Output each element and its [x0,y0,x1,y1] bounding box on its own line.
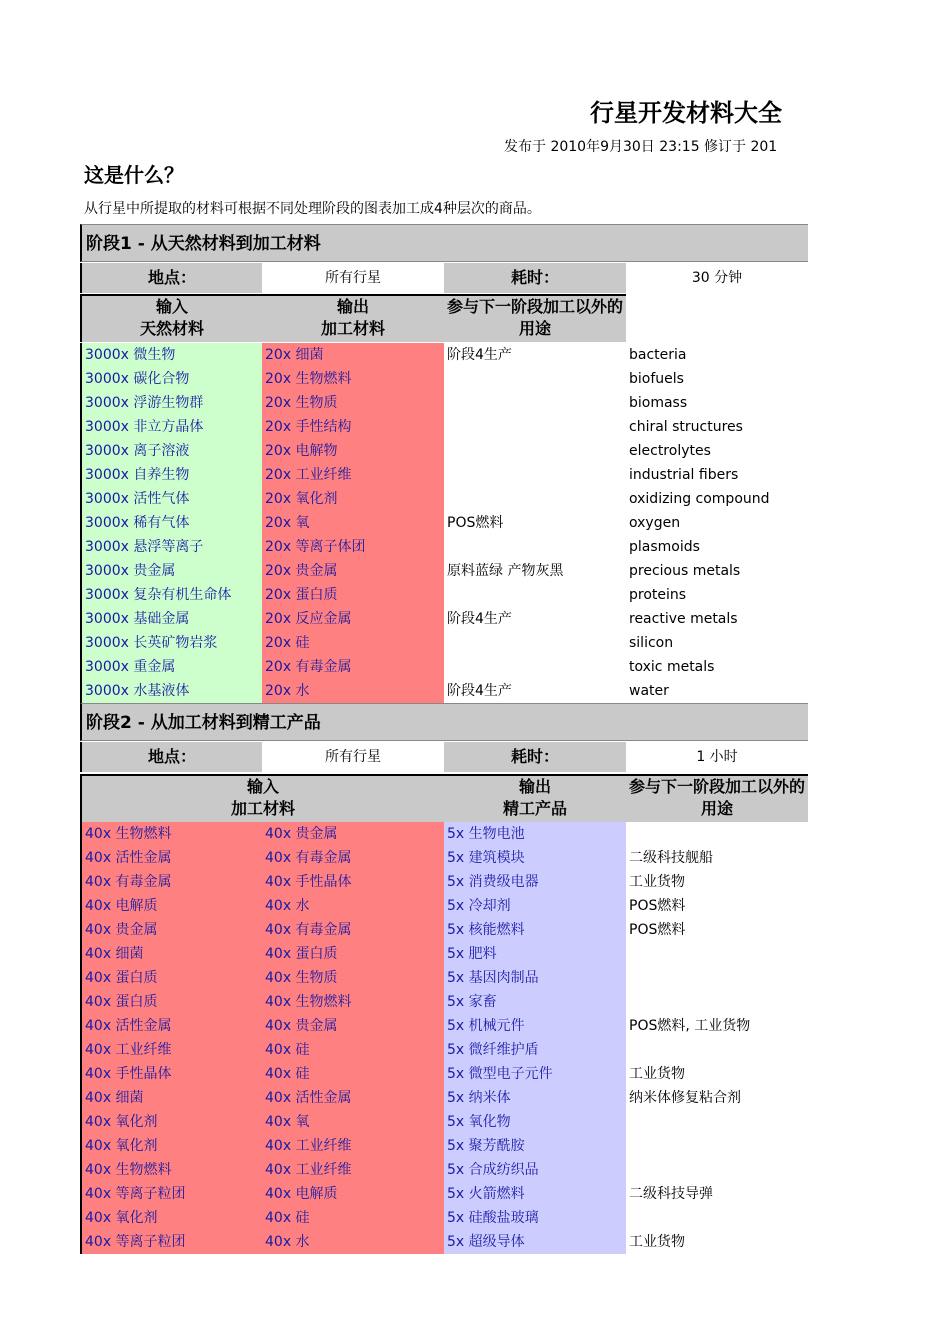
page-title: 行星开发材料大全 [590,99,782,127]
stage1-table-row [80,391,808,415]
stage1-output-cell: 20x 氧化剂 [262,487,444,511]
stage1-use-cell [444,463,626,487]
stage1-english-cell: bacteria [626,343,808,367]
stage1-output-cell: 20x 反应金属 [262,607,444,631]
stage2-use-cell: POS燃料 [626,918,808,942]
stage1-input-cell: 3000x 活性气体 [80,487,262,511]
stage2-input1-cell: 40x 生物燃料 [80,822,262,846]
stage2-input1-cell: 40x 有毒金属 [80,870,262,894]
stage1-input-cell: 3000x 贵金属 [80,559,262,583]
stage1-output-cell: 20x 手性结构 [262,415,444,439]
stage2-table-row [80,1182,808,1206]
stage1-input-cell: 3000x 碳化合物 [80,367,262,391]
stage1-header-row [80,294,808,342]
stage2-input1-cell: 40x 等离子粒团 [80,1230,262,1254]
stage1-output-cell: 20x 氧 [262,511,444,535]
stage1-col-input: 输入 天然材料 [80,294,262,342]
stage1-english-cell: plasmoids [626,535,808,559]
stage1-output-cell: 20x 生物质 [262,391,444,415]
stage2-table-row [80,1062,808,1086]
stage2-use-cell: 工业货物 [626,1062,808,1086]
stage2-input2-cell: 40x 硅 [262,1062,444,1086]
stage1-use-cell [444,439,626,463]
stage2-use-cell [626,942,808,966]
stage1-table-row [80,343,808,367]
stage2-time-value: 1 小时 [626,742,808,772]
stage2-output-cell: 5x 核能燃料 [444,918,626,942]
stage2-output-cell: 5x 建筑模块 [444,846,626,870]
stage1-col-use: 参与下一阶段加工以外的用途 [444,294,626,342]
stage2-input2-cell: 40x 水 [262,894,444,918]
stage1-input-cell: 3000x 悬浮等离子 [80,535,262,559]
section-heading: 这是什么？ [84,163,184,187]
stage2-output-cell: 5x 聚芳酰胺 [444,1134,626,1158]
stage2-table-row [80,894,808,918]
stage2-use-cell: 二级科技舰船 [626,846,808,870]
stage2-input1-cell: 40x 氧化剂 [80,1134,262,1158]
stage1-output-cell: 20x 生物燃料 [262,367,444,391]
stage1-english-cell: industrial fibers [626,463,808,487]
stage2-input2-cell: 40x 电解质 [262,1182,444,1206]
stage2-use-cell [626,1038,808,1062]
stage1-use-cell [444,415,626,439]
stage2-input2-cell: 40x 有毒金属 [262,918,444,942]
stage2-table-row [80,942,808,966]
stage2-table-row [80,1230,808,1254]
stage2-input1-cell: 40x 活性金属 [80,846,262,870]
stage2-output-cell: 5x 微型电子元件 [444,1062,626,1086]
stage2-input1-cell: 40x 手性晶体 [80,1062,262,1086]
stage2-input2-cell: 40x 工业纤维 [262,1158,444,1182]
stage1-title: 阶段1 - 从天然材料到加工材料 [80,224,808,262]
stage1-output-cell: 20x 有毒金属 [262,655,444,679]
stage1-use-cell [444,391,626,415]
stage1-english-cell: chiral structures [626,415,808,439]
stage2-input1-cell: 40x 活性金属 [80,1014,262,1038]
stage1-input-cell: 3000x 自养生物 [80,463,262,487]
stage1-input-cell: 3000x 基础金属 [80,607,262,631]
stage1-table-row [80,511,808,535]
stage2-use-cell: POS燃料, 工业货物 [626,1014,808,1038]
stage2-output-cell: 5x 生物电池 [444,822,626,846]
stage2-use-cell: 工业货物 [626,1230,808,1254]
stage2-input1-cell: 40x 等离子粒团 [80,1182,262,1206]
stage2-output-cell: 5x 微纤维护盾 [444,1038,626,1062]
stage1-output-cell: 20x 等离子体团 [262,535,444,559]
stage1-table-row [80,535,808,559]
stage2-table-row [80,1158,808,1182]
stage2-table-row [80,1110,808,1134]
stage2-header-row [80,774,808,822]
stage2-use-cell [626,990,808,1014]
stage1-input-cell: 3000x 离子溶液 [80,439,262,463]
stage1-table-row [80,559,808,583]
stage2-use-cell [626,966,808,990]
stage2-use-cell: 二级科技导弹 [626,1182,808,1206]
stage1-input-cell: 3000x 水基液体 [80,679,262,703]
stage2-input2-cell: 40x 活性金属 [262,1086,444,1110]
stage2-use-cell: 纳米体修复粘合剂 [626,1086,808,1110]
stage1-english-cell: water [626,679,808,703]
stage2-input1-cell: 40x 电解质 [80,894,262,918]
stage1-output-cell: 20x 贵金属 [262,559,444,583]
stage2-output-cell: 5x 机械元件 [444,1014,626,1038]
stage2-use-cell [626,1206,808,1230]
stage2-use-cell: POS燃料 [626,894,808,918]
stage1-english-cell: biomass [626,391,808,415]
section-description: 从行星中所提取的材料可根据不同处理阶段的图表加工成4种层次的商品。 [84,201,541,217]
stage2-output-cell: 5x 冷却剂 [444,894,626,918]
stage2-table-row [80,846,808,870]
stage1-english-cell: silicon [626,631,808,655]
stage1-english-cell: toxic metals [626,655,808,679]
stage2-input1-cell: 40x 蛋白质 [80,966,262,990]
stage2-table-row [80,990,808,1014]
stage2-output-cell: 5x 家畜 [444,990,626,1014]
stage2-input1-cell: 40x 工业纤维 [80,1038,262,1062]
stage2-input2-cell: 40x 水 [262,1230,444,1254]
stage2-col-output: 输出 精工产品 [444,774,626,822]
stage2-table-row [80,1038,808,1062]
stage1-location-label: 地点： [80,263,262,293]
stage1-info-row [80,263,808,293]
stage2-input1-cell: 40x 生物燃料 [80,1158,262,1182]
stage2-input1-cell: 40x 氧化剂 [80,1110,262,1134]
stage1-table-row [80,439,808,463]
stage1-use-cell: 阶段4生产 [444,679,626,703]
stage2-table-row [80,1086,808,1110]
stage1-input-cell: 3000x 微生物 [80,343,262,367]
stage2-input2-cell: 40x 蛋白质 [262,942,444,966]
publish-info: 发布于 2010年9月30日 23:15 修订于 201 [504,139,778,155]
stage1-col-empty [626,294,808,342]
stage2-location-value: 所有行星 [262,742,444,772]
stage1-use-cell [444,535,626,559]
stage1-input-cell: 3000x 重金属 [80,655,262,679]
stage1-input-cell: 3000x 长英矿物岩浆 [80,631,262,655]
stage2-table-row [80,1134,808,1158]
stage2-input1-cell: 40x 细菌 [80,942,262,966]
stage1-use-cell [444,655,626,679]
stage2-location-label: 地点： [80,742,262,772]
stage2-input1-cell: 40x 氧化剂 [80,1206,262,1230]
stage2-time-label: 耗时： [444,742,626,772]
stage1-english-cell: reactive metals [626,607,808,631]
stage1-table-row [80,487,808,511]
stage2-output-cell: 5x 火箭燃料 [444,1182,626,1206]
stage2-use-cell [626,822,808,846]
stage1-output-cell: 20x 蛋白质 [262,583,444,607]
stage1-use-cell: POS燃料 [444,511,626,535]
stage1-table-row [80,655,808,679]
stage2-input1-cell: 40x 细菌 [80,1086,262,1110]
stage1-use-cell [444,583,626,607]
stage2-input1-cell: 40x 蛋白质 [80,990,262,1014]
stage1-use-cell [444,367,626,391]
stage1-output-cell: 20x 细菌 [262,343,444,367]
stage1-table-row [80,631,808,655]
stage2-use-cell [626,1134,808,1158]
stage1-table-row [80,367,808,391]
stage2-input2-cell: 40x 贵金属 [262,1014,444,1038]
stage2-table-row [80,822,808,846]
stage1-output-cell: 20x 水 [262,679,444,703]
stage2-output-cell: 5x 氧化物 [444,1110,626,1134]
stage2-input2-cell: 40x 氧 [262,1110,444,1134]
stage2-input2-cell: 40x 手性晶体 [262,870,444,894]
stage1-table-row [80,463,808,487]
stage2-table-row [80,1014,808,1038]
stage1-location-value: 所有行星 [262,263,444,293]
stage1-use-cell: 原料蓝绿 产物灰黑 [444,559,626,583]
stage1-output-cell: 20x 电解物 [262,439,444,463]
stage1-input-cell: 3000x 浮游生物群 [80,391,262,415]
stage2-input2-cell: 40x 生物燃料 [262,990,444,1014]
stage2-input2-cell: 40x 工业纤维 [262,1134,444,1158]
stage1-output-cell: 20x 工业纤维 [262,463,444,487]
stage2-use-cell [626,1110,808,1134]
stage2-table-row [80,1206,808,1230]
stage2-table-row [80,966,808,990]
stage1-english-cell: oxygen [626,511,808,535]
stage1-english-cell: precious metals [626,559,808,583]
stage2-table-row [80,918,808,942]
stage2-col-input: 输入 加工材料 [80,774,444,822]
stage2-title: 阶段2 - 从加工材料到精工产品 [80,703,808,741]
stage2-output-cell: 5x 硅酸盐玻璃 [444,1206,626,1230]
stage2-output-cell: 5x 基因肉制品 [444,966,626,990]
stage1-input-cell: 3000x 稀有气体 [80,511,262,535]
stage2-info-row [80,742,808,772]
stage2-output-cell: 5x 超级导体 [444,1230,626,1254]
stage1-time-label: 耗时： [444,263,626,293]
stage1-use-cell [444,487,626,511]
stage1-english-cell: electrolytes [626,439,808,463]
stage2-use-cell [626,1158,808,1182]
stage2-table-row [80,870,808,894]
stage1-use-cell [444,631,626,655]
stage2-input2-cell: 40x 有毒金属 [262,846,444,870]
stage2-output-cell: 5x 肥料 [444,942,626,966]
stage1-input-cell: 3000x 非立方晶体 [80,415,262,439]
stage1-english-cell: proteins [626,583,808,607]
stage1-col-output: 输出 加工材料 [262,294,444,342]
stage1-table-row [80,679,808,703]
stage2-col-use: 参与下一阶段加工以外的用途 [626,774,808,822]
stage2-use-cell: 工业货物 [626,870,808,894]
stage1-time-value: 30 分钟 [626,263,808,293]
stage2-input2-cell: 40x 硅 [262,1038,444,1062]
stage2-input1-cell: 40x 贵金属 [80,918,262,942]
stage2-output-cell: 5x 消费级电器 [444,870,626,894]
stage2-input2-cell: 40x 贵金属 [262,822,444,846]
stage1-input-cell: 3000x 复杂有机生命体 [80,583,262,607]
stage1-english-cell: oxidizing compound [626,487,808,511]
stage2-output-cell: 5x 纳米体 [444,1086,626,1110]
stage1-use-cell: 阶段4生产 [444,343,626,367]
stage1-table-row [80,415,808,439]
stage1-english-cell: biofuels [626,367,808,391]
stage2-input2-cell: 40x 硅 [262,1206,444,1230]
stage2-output-cell: 5x 合成纺织品 [444,1158,626,1182]
stage1-table-row [80,583,808,607]
stage1-use-cell: 阶段4生产 [444,607,626,631]
stage2-input2-cell: 40x 生物质 [262,966,444,990]
stage1-table-row [80,607,808,631]
stage1-output-cell: 20x 硅 [262,631,444,655]
